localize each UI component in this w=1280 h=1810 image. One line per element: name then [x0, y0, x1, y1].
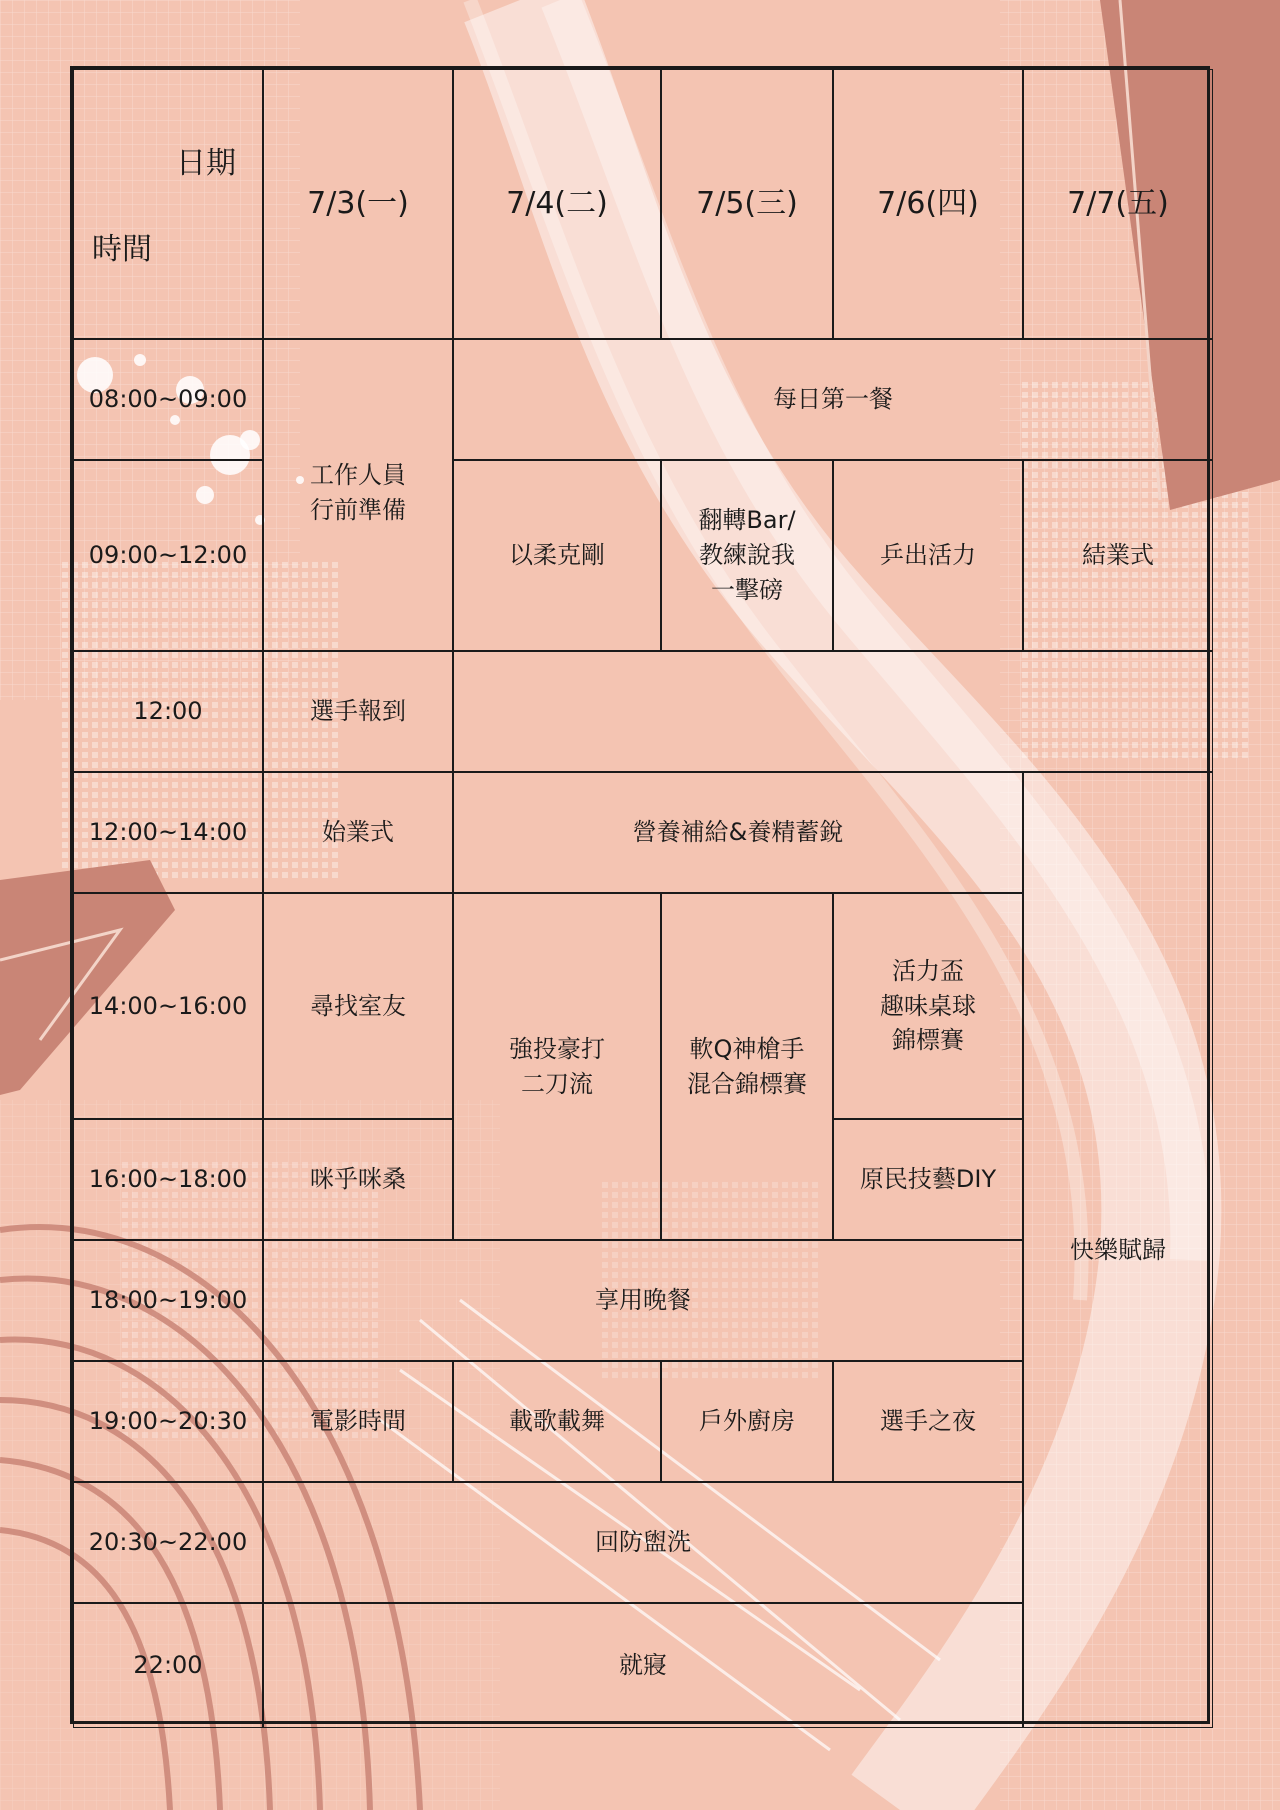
day-header-4: 7/6(四) [833, 69, 1023, 339]
event-players-night: 選手之夜 [833, 1361, 1023, 1482]
event-movie: 電影時間 [263, 1361, 453, 1482]
event-lunch: 營養補給&養精蓄銳 [453, 772, 1023, 893]
event-empty-slot [453, 651, 1213, 772]
time-slot: 09:00~12:00 [73, 460, 263, 651]
schedule-table [70, 66, 1210, 1724]
event-baseball: 強投豪打 二刀流 [453, 893, 661, 1240]
event-mifu: 咪乎咪桑 [263, 1119, 453, 1240]
event-happy-return: 快樂賦歸 [1023, 772, 1213, 1728]
event-opening: 始業式 [263, 772, 453, 893]
event-pingpong: 乒出活力 [833, 460, 1023, 651]
event-dinner: 享用晚餐 [263, 1240, 1023, 1361]
day-header-2: 7/4(二) [453, 69, 661, 339]
time-slot: 22:00 [73, 1603, 263, 1728]
date-label: 日期 [176, 146, 236, 181]
event-wash-up: 回防盥洗 [263, 1482, 1023, 1603]
event-judo: 以柔克剛 [453, 460, 661, 651]
time-slot: 18:00~19:00 [73, 1240, 263, 1361]
day-header-5: 7/7(五) [1023, 69, 1213, 339]
time-slot: 14:00~16:00 [73, 893, 263, 1119]
time-label: 時間 [92, 232, 152, 267]
event-sing-dance: 載歌載舞 [453, 1361, 661, 1482]
time-slot: 16:00~18:00 [73, 1119, 263, 1240]
event-sleep: 就寢 [263, 1603, 1023, 1728]
time-slot: 19:00~20:30 [73, 1361, 263, 1482]
day-header-1: 7/3(一) [263, 69, 453, 339]
event-closing: 結業式 [1023, 460, 1213, 651]
time-slot: 20:30~22:00 [73, 1482, 263, 1603]
event-checkin: 選手報到 [263, 651, 453, 772]
event-find-roommate: 尋找室友 [263, 893, 453, 1119]
event-staff-prep: 工作人員 行前準備 [263, 339, 453, 651]
time-slot: 12:00~14:00 [73, 772, 263, 893]
event-outdoor-kitchen: 戶外廚房 [661, 1361, 833, 1482]
event-indigenous-diy: 原民技藝DIY [833, 1119, 1023, 1240]
time-slot: 08:00~09:00 [73, 339, 263, 460]
event-flip-bar: 翻轉Bar/ 教練說我 一擊磅 [661, 460, 833, 651]
event-breakfast: 每日第一餐 [453, 339, 1213, 460]
corner-header [73, 69, 263, 339]
event-board-games: 活力盃 趣味桌球 錦標賽 [833, 893, 1023, 1119]
day-header-3: 7/5(三) [661, 69, 833, 339]
time-slot: 12:00 [73, 651, 263, 772]
event-archery: 軟Q神槍手 混合錦標賽 [661, 893, 833, 1240]
